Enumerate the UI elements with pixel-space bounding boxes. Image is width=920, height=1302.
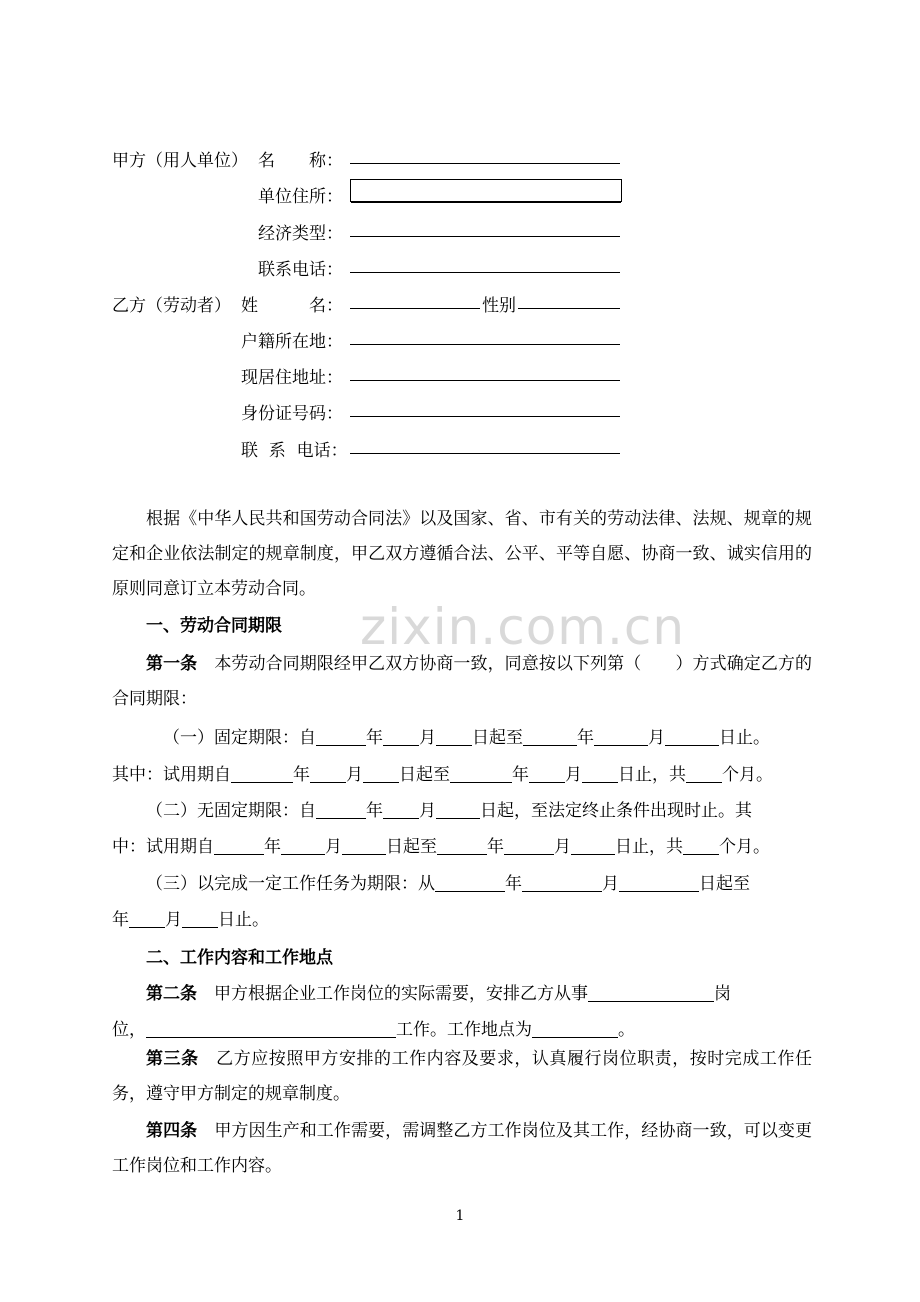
party-b-prefix: 乙方（劳动者） — [112, 296, 231, 316]
task-day-field[interactable] — [619, 873, 699, 892]
party-b-phone-field[interactable] — [350, 453, 620, 454]
fixed-month2-field[interactable] — [594, 727, 648, 746]
fixed-ty2: 年 — [512, 765, 529, 785]
open-y: 年 — [366, 801, 383, 821]
party-a-phone-field[interactable] — [350, 272, 620, 273]
fixed-month-field[interactable] — [383, 727, 419, 746]
article-1-label: 第一条 — [146, 654, 198, 674]
fixed-tm2: 月 — [565, 765, 582, 785]
article-2-text-b: 岗 — [714, 984, 731, 1004]
fixed-tto: 日止，共 — [618, 765, 686, 785]
fixed-dto: 日止。 — [719, 728, 770, 748]
article-2-location-field[interactable] — [532, 1019, 618, 1038]
intro-paragraph: 根据《中华人民共和国劳动合同法》以及国家、省、市有关的劳动法律、法规、规章的规定和企业依法制定的规章制度，甲乙双方遵循合法、公平、平等自愿、协商一致、诚实信用的原则同意订立本劳动合同。 — [112, 509, 812, 599]
fixed-year-field[interactable] — [316, 727, 366, 746]
article-2-line-1 — [146, 979, 731, 1004]
party-a-prefix: 甲方（用人单位） — [112, 151, 248, 171]
fixed-term-line-2 — [112, 760, 773, 785]
article-2-work-field[interactable] — [146, 1019, 396, 1038]
fixed-tfrom: 日起至 — [399, 765, 450, 785]
article-4 — [112, 1114, 812, 1184]
fixed-tmonths: 个月。 — [722, 765, 773, 785]
fixed-day-field[interactable] — [436, 727, 472, 746]
task-dfrom: 日起至 — [699, 874, 750, 894]
party-a-address-field[interactable] — [350, 179, 622, 202]
fixed-day2-field[interactable] — [665, 727, 719, 746]
task-dto: 日止。 — [218, 910, 269, 930]
open-term-line-1 — [146, 796, 752, 821]
party-b-id-field[interactable] — [350, 416, 620, 417]
open-tm2: 月 — [554, 837, 571, 857]
article-4-text: 甲方因生产和工作需要，需调整乙方工作岗位及其工作，经协商一致，可以变更工作岗位和工作内容。 — [112, 1121, 813, 1176]
section-1-heading: 一、劳动合同期限 — [146, 616, 282, 636]
open-trial-month-field[interactable] — [281, 836, 325, 855]
article-4-label: 第四条 — [146, 1121, 198, 1141]
open-term-line-2 — [112, 832, 770, 857]
party-b-huji-field[interactable] — [350, 344, 620, 345]
fixed-trial-day-field[interactable] — [363, 764, 399, 783]
open-ty2: 年 — [487, 837, 504, 857]
task-day2-field[interactable] — [182, 909, 218, 928]
article-3-label: 第三条 — [146, 1049, 199, 1069]
party-b-gender-label: 性别 — [482, 296, 516, 316]
fixed-trial-months-field[interactable] — [686, 764, 722, 783]
fixed-y2: 年 — [577, 728, 594, 748]
open-day-field[interactable] — [436, 800, 480, 819]
article-2-text-c: 位， — [112, 1020, 146, 1040]
open-tm: 月 — [325, 837, 342, 857]
fixed-y: 年 — [366, 728, 383, 748]
article-3 — [112, 1042, 812, 1112]
open-year-field[interactable] — [316, 800, 366, 819]
open-trial-month2-field[interactable] — [504, 836, 554, 855]
party-a-econ-label: 经济类型： — [258, 224, 343, 244]
fixed-m2: 月 — [648, 728, 665, 748]
article-2-post-field[interactable] — [588, 983, 714, 1002]
article-2-text-d: 工作。工作地点为 — [396, 1020, 532, 1040]
article-2-text-e: 。 — [618, 1020, 635, 1040]
fixed-m: 月 — [419, 728, 436, 748]
open-trial: 中：试用期自 — [112, 837, 214, 857]
party-b-residence-field[interactable] — [350, 380, 620, 381]
party-b-name-field[interactable] — [350, 308, 480, 309]
party-b-residence-label: 现居住地址： — [241, 368, 343, 388]
task-prefix: （三）以完成一定工作任务为期限：从 — [146, 874, 435, 894]
party-b-phone-label: 联 系 电话： — [241, 441, 348, 461]
task-m2: 月 — [165, 910, 182, 930]
open-m: 月 — [419, 801, 436, 821]
open-trial-months-field[interactable] — [683, 836, 719, 855]
task-month-field[interactable] — [522, 873, 602, 892]
section-2-heading: 二、工作内容和工作地点 — [146, 948, 333, 968]
fixed-ty: 年 — [293, 765, 310, 785]
article-2-text-a: 甲方根据企业工作岗位的实际需要，安排乙方从事 — [197, 984, 588, 1004]
open-trial-day-field[interactable] — [342, 836, 386, 855]
open-prefix: （二）无固定期限：自 — [146, 801, 316, 821]
fixed-trial-year-field[interactable] — [231, 764, 293, 783]
open-tfrom: 日起至 — [386, 837, 437, 857]
fixed-trial-day2-field[interactable] — [582, 764, 618, 783]
task-y2: 年 — [112, 910, 129, 930]
open-dfrom: 日起，至法定终止条件出现时止。其 — [480, 801, 752, 821]
task-month2-field[interactable] — [129, 909, 165, 928]
party-b-name-label: 姓 名： — [241, 296, 343, 316]
party-a-phone-label: 联系电话： — [258, 260, 343, 280]
open-tmonths: 个月。 — [719, 837, 770, 857]
fixed-trial-year2-field[interactable] — [450, 764, 512, 783]
fixed-trial-month-field[interactable] — [310, 764, 346, 783]
open-ty: 年 — [264, 837, 281, 857]
party-b-gender-field[interactable] — [518, 308, 620, 309]
fixed-dfrom: 日起至 — [472, 728, 523, 748]
fixed-year2-field[interactable] — [523, 727, 577, 746]
task-m: 月 — [602, 874, 619, 894]
fixed-trial: 其中：试用期自 — [112, 765, 231, 785]
task-year-field[interactable] — [435, 873, 505, 892]
party-b-id-label: 身份证号码： — [241, 404, 343, 424]
party-a-name-field[interactable] — [350, 163, 620, 164]
open-tto: 日止，共 — [615, 837, 683, 857]
task-term-line-1 — [146, 869, 750, 894]
task-y: 年 — [505, 874, 522, 894]
task-term-line-2 — [112, 905, 269, 930]
watermark: zixin.com.cn — [360, 598, 686, 656]
article-3-text: 乙方应按照甲方安排的工作内容及要求，认真履行岗位职责，按时完成工作任务，遵守甲方制定的规章制度。 — [112, 1049, 813, 1104]
party-a-econ-field[interactable] — [350, 236, 620, 237]
fixed-trial-month2-field[interactable] — [529, 764, 565, 783]
open-trial-day2-field[interactable] — [571, 836, 615, 855]
article-1-text: 本劳动合同期限经甲乙双方协商一致，同意按以下列第（ ）方式确定乙方的合同期限： — [112, 654, 813, 709]
article-2-line-2 — [112, 1015, 635, 1040]
open-month-field[interactable] — [383, 800, 419, 819]
party-a-address-label: 单位住所： — [258, 187, 343, 207]
open-trial-year-field[interactable] — [214, 836, 264, 855]
fixed-tm: 月 — [346, 765, 363, 785]
party-b-huji-label: 户籍所在地： — [241, 332, 343, 352]
fixed-prefix: （一）固定期限：自 — [163, 728, 316, 748]
fixed-term-line-1 — [163, 723, 770, 748]
article-1 — [112, 647, 812, 717]
open-trial-year2-field[interactable] — [437, 836, 487, 855]
page-number: 1 — [455, 1208, 465, 1224]
article-2-label: 第二条 — [146, 984, 197, 1004]
party-a-name-label: 名 称： — [258, 151, 343, 171]
